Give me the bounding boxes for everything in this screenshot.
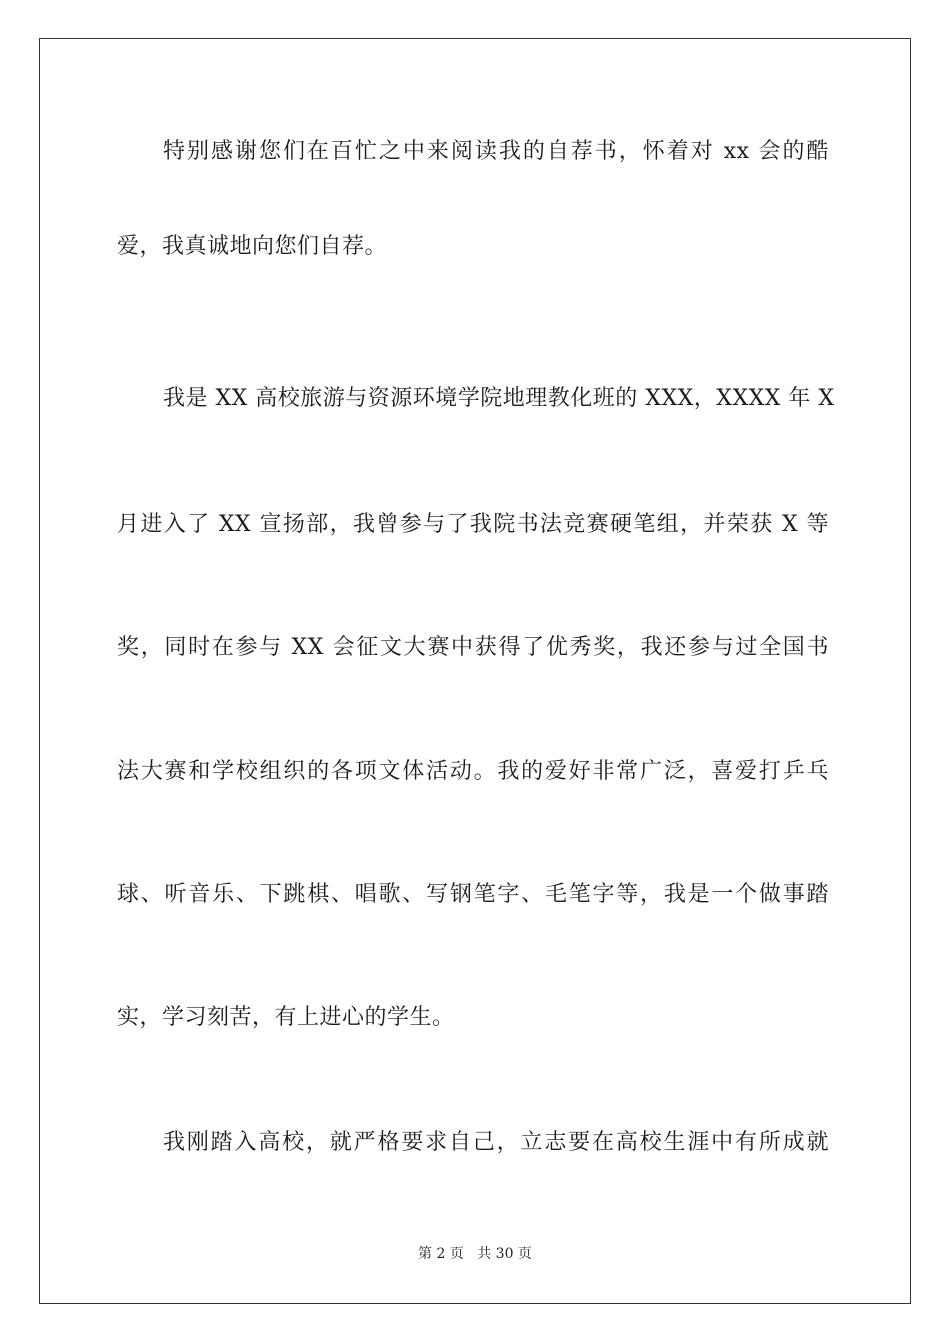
page-total: 共 30 页 [477, 1246, 532, 1262]
page-frame [39, 38, 911, 1304]
paragraph-line: 法大赛和学校组织的各项文体活动。我的爱好非常广泛，喜爱打乒乓 [117, 759, 829, 784]
page-number: 第 2 页 [418, 1246, 464, 1262]
paragraph-line: 球、听音乐、下跳棋、唱歌、写钢笔字、毛笔字等，我是一个做事踏 [117, 882, 829, 907]
paragraph-line: 实，学习刻苦，有上进心的学生。 [117, 1005, 455, 1030]
page-footer [0, 1244, 950, 1264]
paragraph-line: 奖，同时在参与 XX 会征文大赛中获得了优秀奖，我还参与过全国书 [117, 635, 829, 660]
paragraph-line: 我是 XX 高校旅游与资源环境学院地理教化班的 XXX，XXXX 年 X [163, 386, 835, 411]
paragraph-line: 月进入了 XX 宣扬部，我曾参与了我院书法竞赛硬笔组，并荣获 X 等 [117, 512, 829, 537]
paragraph-line: 特别感谢您们在百忙之中来阅读我的自荐书，怀着对 xx 会的酷 [163, 139, 829, 164]
paragraph-line: 我刚踏入高校，就严格要求自己，立志要在高校生涯中有所成就 [163, 1130, 829, 1155]
paragraph-line: 爱，我真诚地向您们自荐。 [117, 234, 388, 259]
